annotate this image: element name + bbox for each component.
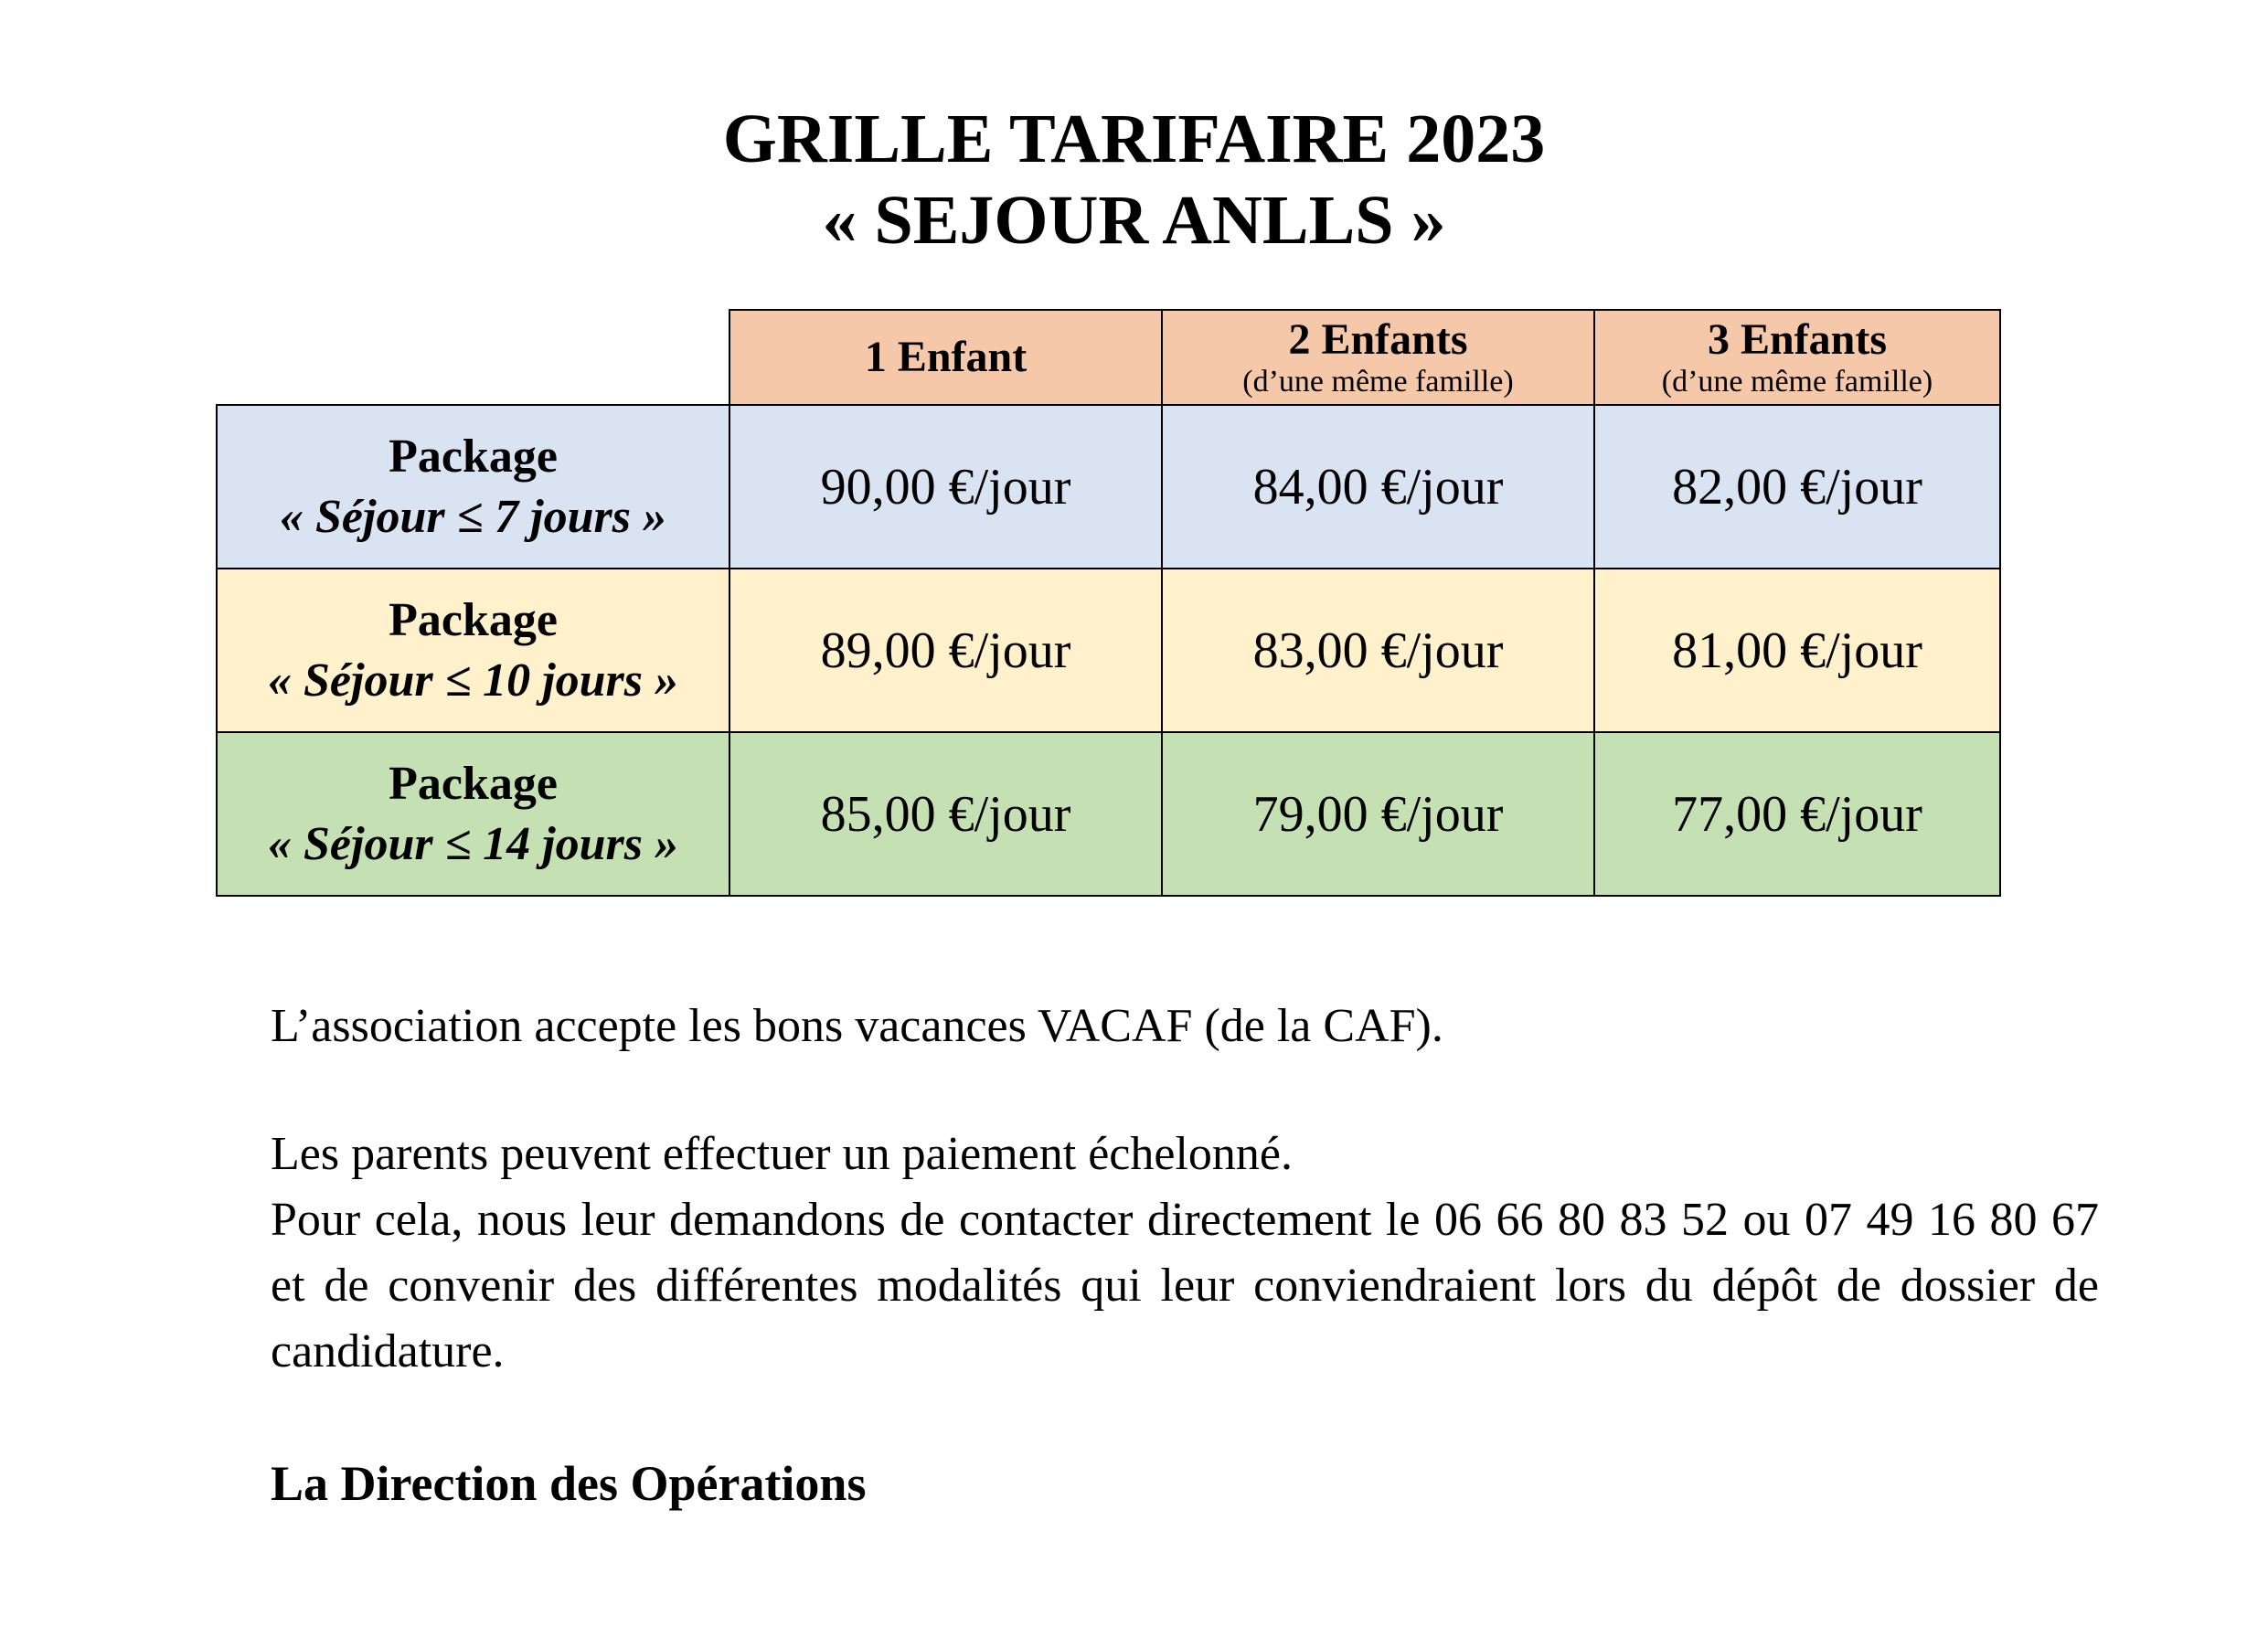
row-header-name: « Séjour ≤ 10 jours » <box>268 654 678 707</box>
column-header-2-enfants <box>1162 310 1594 405</box>
table-header-row <box>217 310 2000 405</box>
column-header-label: 3 Enfants <box>1707 315 1888 364</box>
price-cell: 77,00 €/jour <box>1594 732 2000 896</box>
column-header-3-enfants <box>1594 310 2000 405</box>
price-cell: 83,00 €/jour <box>1162 569 1594 732</box>
price-cell: 85,00 €/jour <box>729 732 1162 896</box>
document-title-line2: « SEJOUR ANLLS » <box>822 182 1446 259</box>
payment-paragraph <box>271 1122 2099 1385</box>
signature: La Direction des Opérations <box>271 1456 867 1511</box>
table-row-10-jours <box>217 569 2000 732</box>
row-header-10-jours <box>217 569 729 732</box>
row-header-name: « Séjour ≤ 14 jours » <box>268 817 678 870</box>
price-cell: 81,00 €/jour <box>1594 569 2000 732</box>
table-row-14-jours <box>217 732 2000 896</box>
row-header-14-jours <box>217 732 729 896</box>
vacaf-paragraph: L’association accepte les bons vacances VACAF (de la CAF). <box>271 1000 1443 1052</box>
column-header-sublabel: (d’une même famille) <box>1661 365 1933 399</box>
price-cell: 84,00 €/jour <box>1162 405 1594 569</box>
row-header-name: « Séjour ≤ 7 jours » <box>280 490 666 543</box>
price-cell: 82,00 €/jour <box>1594 405 2000 569</box>
table-corner-blank <box>217 310 729 405</box>
price-cell: 79,00 €/jour <box>1162 732 1594 896</box>
column-header-1-enfant <box>729 310 1162 405</box>
column-header-label: 2 Enfants <box>1288 315 1468 364</box>
table-row-7-jours <box>217 405 2000 569</box>
column-header-label: 1 Enfant <box>864 333 1028 381</box>
price-cell: 89,00 €/jour <box>729 569 1162 732</box>
payment-line-1: Les parents peuvent effectuer un paiement échelonné. <box>271 1128 1293 1180</box>
row-header-label: Package <box>389 757 558 810</box>
column-header-sublabel: (d’une même famille) <box>1242 365 1514 399</box>
row-header-7-jours <box>217 405 729 569</box>
row-header-label: Package <box>389 430 558 483</box>
payment-line-2: Pour cela, nous leur demandons de contacter directement le 06 66 80 83 52 ou 07 49 16 80 67 et de convenir des différentes modalités qui leur conviendraient lors du dépôt de dossier de candidature. <box>271 1194 2099 1377</box>
document-title-line1: GRILLE TARIFAIRE 2023 <box>722 101 1546 177</box>
row-header-label: Package <box>389 593 558 646</box>
tariff-table <box>216 309 2001 897</box>
price-cell: 90,00 €/jour <box>729 405 1162 569</box>
